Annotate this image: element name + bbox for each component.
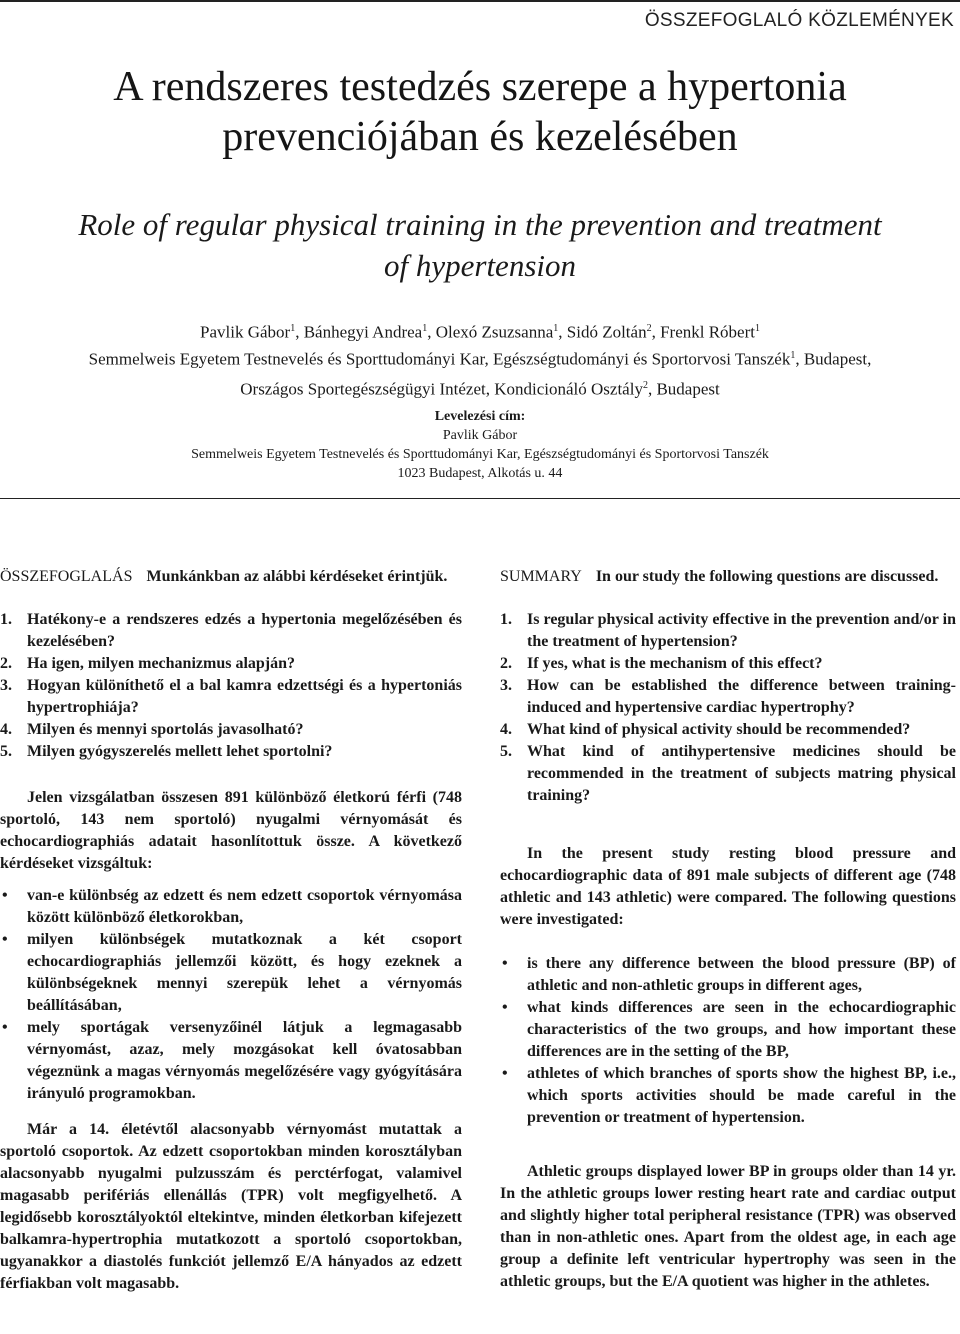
question-item	[500, 609, 956, 653]
question-item	[0, 719, 462, 741]
question-number: 1.	[0, 611, 12, 628]
abstract-heading	[0, 566, 462, 588]
question-number: 3.	[0, 677, 12, 694]
abstract-english	[500, 566, 956, 1293]
question-item	[0, 609, 462, 653]
question-item	[500, 675, 956, 719]
correspondence-address: 1023 Budapest, Alkotás u. 44	[397, 466, 563, 481]
question-number: 4.	[0, 721, 12, 738]
author-affiliation-mark: 1	[754, 323, 760, 334]
correspondence-heading: Levelezési cím:	[434, 409, 526, 424]
author-affiliation-mark: 1	[290, 323, 296, 334]
bullet-item	[500, 1063, 956, 1129]
question-text: If yes, what is the mechanism of this effect?	[527, 655, 823, 672]
bullet-icon: •	[502, 955, 508, 972]
question-number: 1.	[500, 611, 512, 628]
bullet-item	[500, 953, 956, 997]
subtitle-line-2: of hypertension	[384, 248, 576, 283]
top-rule	[0, 0, 960, 2]
question-number: 2.	[500, 655, 512, 672]
bullet-text: athletes of which branches of sports show the highest BP, i.e., which sports activities should be made careful in the prevention or treatment of hypertension.	[527, 1065, 956, 1126]
author-affiliation-mark: 1	[553, 323, 559, 334]
section-label: ÖSSZEFOGLALÓ KÖZLEMÉNYEK	[644, 10, 954, 31]
question-text: Milyen gyógyszerelés mellett lehet sportolni?	[27, 743, 333, 760]
question-text: Hogyan különíthető el a bal kamra edzettségi és a hypertoniás hypertrophiája?	[27, 677, 462, 716]
author-name: Frenkl Róbert	[660, 322, 755, 342]
question-list	[0, 609, 462, 763]
question-list	[500, 609, 956, 807]
question-item	[500, 653, 956, 675]
summary-heading	[500, 566, 956, 588]
subtitle-line-1: Role of regular physical training in the prevention and treatment	[78, 207, 882, 242]
results-paragraph: Athletic groups displayed lower BP in groups older than 14 yr. In the athletic groups lower resting heart rate and cardiac output and slightly higher total peripheral resistance (TPR) was observed than in non-athletic ones. Apart from the oldest age, in each age group a definite left ventricular hypertrophy was seen in the athletic groups, but the E/A quotient was higher in the athletes.	[500, 1163, 956, 1290]
bullet-item	[0, 885, 462, 929]
summary-intro: In our study the following questions are discussed.	[595, 568, 939, 585]
affiliation-2-city: , Budapest	[647, 379, 720, 399]
bullet-icon: •	[2, 931, 8, 948]
author-name: Bánhegyi Andrea	[303, 322, 423, 342]
results-paragraph: Már a 14. életévtől alacsonyabb vérnyomást mutattak a sportoló csoportok. Az edzett csoportokban minden korosztályban alacsonyabb nyugalmi pulzusszám és perctérfogat, valamivel magasabb perifériás ellenállás (TPR) volt megfigyelhető. A legidősebb korosztályoktól eltekintve, minden életkorban kifejezett balkamra-hypertrophia mutatkozott a sportoló csoportokban, ugyanakkor a diastolés funkciót jellemző E/A hányados az edzett férfiakban volt magasabb.	[0, 1121, 462, 1292]
bullet-icon: •	[502, 1065, 508, 1082]
question-item	[0, 653, 462, 675]
bullet-text: milyen különbségek mutatkoznak a két csoport echocardiographiás jellemzői között, és hogy ezeknek a különbségeknek mennyi szerepük lehet a vérnyomás beállításában,	[27, 931, 462, 1014]
bullet-text: van-e különbség az edzett és nem edzett csoportok vérnyomása között különböző életkorokban,	[27, 887, 462, 926]
author-affiliation-mark: 1	[422, 323, 428, 334]
bullet-item	[500, 997, 956, 1063]
title-hungarian	[20, 62, 940, 162]
bullet-item	[0, 1017, 462, 1105]
author-name: Pavlik Gábor	[200, 322, 291, 342]
question-number: 3.	[500, 677, 512, 694]
author-affiliation-mark: 2	[646, 323, 652, 334]
affiliation-1-city: , Budapest,	[795, 349, 872, 369]
summary-keyword: SUMMARY	[500, 568, 582, 585]
affiliation-1-text: Semmelweis Egyetem Testnevelés és Sporttudományi Kar, Egészségtudományi és Sportorvosi Tanszék	[88, 349, 791, 369]
question-item	[500, 741, 956, 807]
abstract-hungarian	[0, 566, 462, 1295]
affiliation-2	[10, 373, 950, 403]
bullet-list	[500, 953, 956, 1129]
bullet-icon: •	[2, 887, 8, 904]
question-text: Is regular physical activity effective in the prevention and/or in the treatment of hypertension?	[527, 611, 956, 650]
author-name: Sidó Zoltán	[566, 322, 647, 342]
methods-paragraph: Jelen vizsgálatban összesen 891 különböző életkorú férfi (748 sportoló, 143 nem sportoló) nyugalmi vérnyomását és echocardiographiás adatait hasonlítottuk össze. A következő kérdéseket vizsgáltuk:	[0, 789, 462, 872]
question-number: 4.	[500, 721, 512, 738]
bullet-text: mely sportágak versenyzőinél látjuk a legmagasabb vérnyomást, azaz, mely mozgásokat kell óvatosabban végeznünk a magas vérnyomás megelőzésére vagy gyógyítására irányuló programokban.	[27, 1019, 462, 1102]
question-item	[0, 741, 462, 763]
header-divider	[0, 498, 960, 499]
question-text: How can be established the difference between training-induced and hypertensive cardiac hypertrophy?	[527, 677, 956, 716]
affiliations	[10, 343, 950, 402]
abstract-intro: Munkánkban az alábbi kérdéseket érintjük.	[146, 568, 448, 585]
correspondence-name: Pavlik Gábor	[442, 428, 518, 443]
author-list: Pavlik Gábor$^1$, Bánhegyi Andrea$^1$, Olexó Zsuzsanna$^1$, Sidó Zoltán$^2$, Frenkl Róbert$^1$	[200, 322, 760, 342]
abstract-keyword: ÖSSZEFOGLALÁS	[0, 568, 133, 585]
bullet-text: what kinds differences are seen in the echocardiographic characteristics of the two groups, and how important these differences are in the setting of the BP,	[527, 999, 956, 1060]
methods-paragraph: In the present study resting blood pressure and echocardiographic data of 891 male subjects of different age (748 athletic and 143 athletic) were compared. The following questions were investigated:	[500, 845, 956, 928]
affiliation-2-text: Országos Sportegészségügyi Intézet, Kondicionáló Osztály	[240, 379, 643, 399]
question-text: Milyen és mennyi sportolás javasolható?	[27, 721, 304, 738]
question-number: 5.	[0, 743, 12, 760]
title-line-2: prevenciójában és kezelésében	[222, 114, 738, 160]
author-name: Olexó Zsuzsanna	[435, 322, 554, 342]
correspondence-block	[10, 407, 950, 483]
bullet-text: is there any difference between the blood pressure (BP) of athletic and non-athletic groups in different ages,	[527, 955, 956, 994]
bullet-icon: •	[2, 1019, 8, 1036]
title-english	[20, 204, 940, 286]
question-text: Ha igen, milyen mechanizmus alapján?	[27, 655, 296, 672]
correspondence-institution: Semmelweis Egyetem Testnevelés és Sporttudományi Kar, Egészségtudományi és Sportorvosi Tanszék	[191, 447, 769, 462]
bullet-icon: •	[502, 999, 508, 1016]
question-text: Hatékony-e a rendszeres edzés a hypertonia megelőzésében és kezelésében?	[27, 611, 462, 650]
question-item	[500, 719, 956, 741]
question-text: What kind of antihypertensive medicines should be recommended in the treatment of subjects matring physical training?	[527, 743, 956, 804]
question-number: 2.	[0, 655, 12, 672]
question-number: 5.	[500, 743, 512, 760]
bullet-item	[0, 929, 462, 1017]
affiliation-2-mark: 2	[642, 379, 648, 391]
affiliation-1	[10, 343, 950, 373]
affiliation-1-mark: 1	[790, 350, 796, 361]
question-text: What kind of physical activity should be recommended?	[527, 721, 911, 738]
question-item	[0, 675, 462, 719]
title-line-1: A rendszeres testedzés szerepe a hypertonia	[113, 64, 847, 110]
bullet-list	[0, 885, 462, 1105]
